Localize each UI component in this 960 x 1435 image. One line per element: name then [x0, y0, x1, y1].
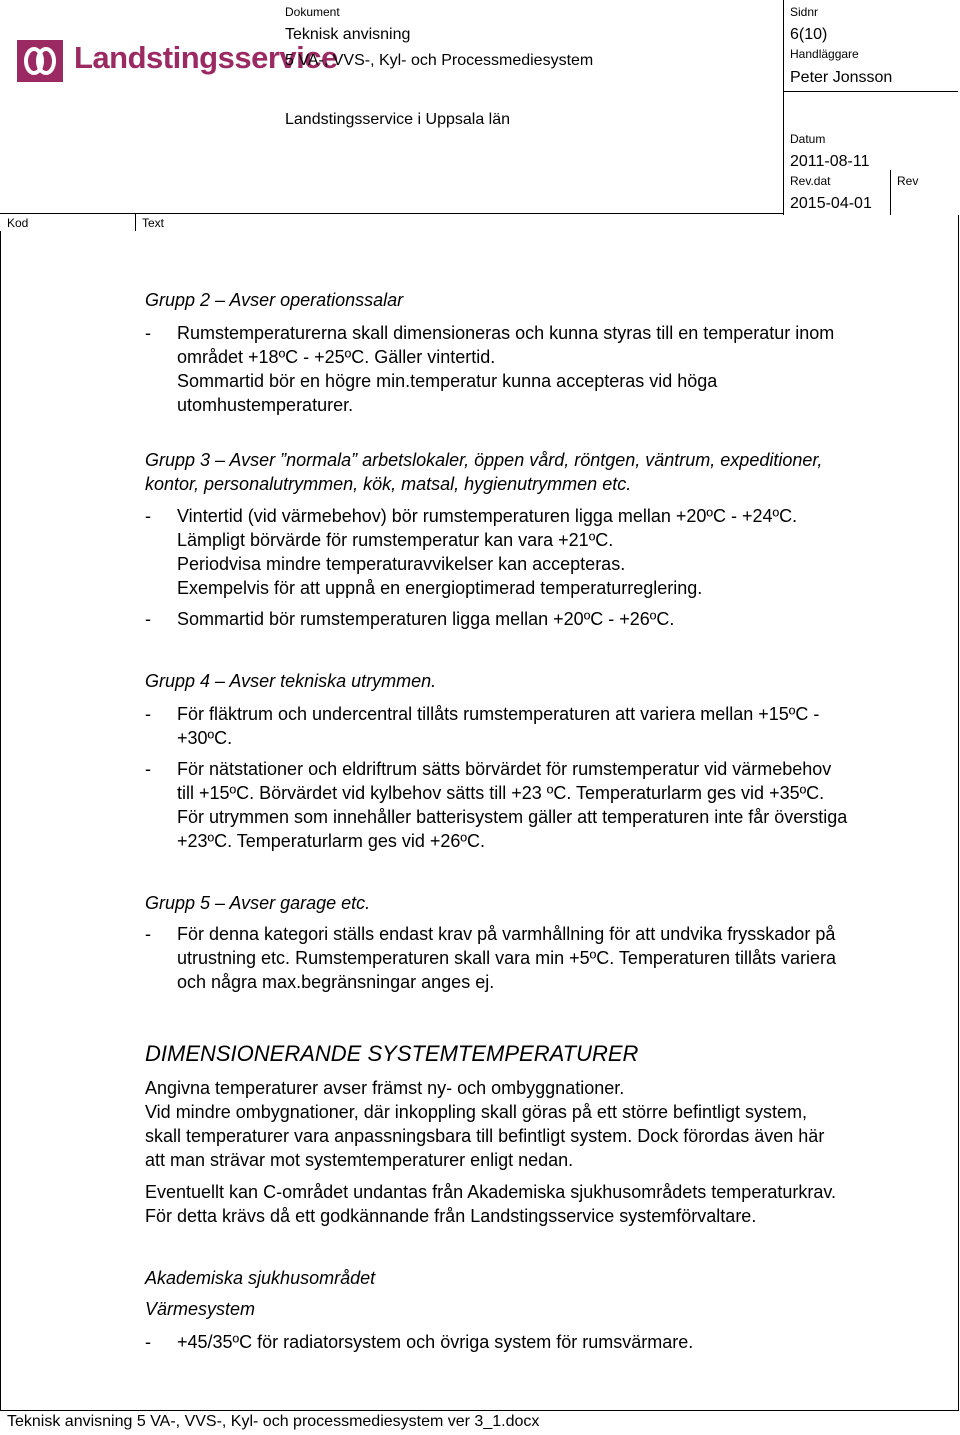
- rev-divider: [890, 170, 891, 215]
- landstingsservice-logo-icon: [16, 36, 66, 86]
- dokument-label: Dokument: [285, 5, 340, 19]
- text-line: För nätstationer och eldriftrum sätts börvärdet för rumstemperatur vid värmebehov: [177, 759, 832, 779]
- rev-label: Rev: [897, 174, 919, 188]
- text-line: Vid mindre ombygnationer, där inkoppling skall göras på ett större befintligt system,: [145, 1102, 808, 1122]
- g2-bullet-1: [177, 321, 834, 417]
- dimensionerande-paragraph-1: [145, 1076, 824, 1172]
- frame-right: [958, 215, 959, 1411]
- dimensionerande-paragraph-2: [145, 1180, 836, 1228]
- text-line: För detta krävs då ett godkännande från Landstingsservice systemförvaltare.: [145, 1206, 757, 1226]
- g2-bullet-dash: -: [145, 323, 151, 343]
- text-line: Vintertid (vid värmebehov) bör rumstemperaturen ligga mellan +20ºC - +24ºC.: [177, 506, 798, 526]
- header-divider-left: [783, 0, 784, 215]
- g4-bullet-1: [177, 702, 819, 750]
- text-line: Angivna temperaturer avser främst ny- och ombyggnationer.: [145, 1078, 625, 1098]
- kod-label: Kod: [7, 216, 29, 230]
- text-line: För denna kategori ställs endast krav på varmhållning för att undvika frysskador på: [177, 924, 836, 944]
- page-number: 6(10): [790, 26, 828, 43]
- doc-subtitle: 5 VA-, VVS-, Kyl- och Processmediesystem: [285, 52, 594, 69]
- grupp3-heading: [145, 448, 822, 496]
- g4-bullet-dash: -: [145, 704, 151, 724]
- text-line: skall temperaturer vara anpassningsbara till befintligt system. Dock förordas även här: [145, 1126, 825, 1146]
- frame-left: [0, 231, 1, 1411]
- g5-bullet-1: [177, 922, 836, 994]
- frame-bottom: [0, 1410, 959, 1411]
- text-line: Sommartid bör en högre min.temperatur kunna accepteras vid höga: [177, 371, 718, 391]
- datum-label: Datum: [790, 132, 826, 146]
- text-line: +23ºC. Temperaturlarm ges vid +26ºC.: [177, 831, 485, 851]
- text-line: utrustning etc. Rumstemperaturen skall vara min +5ºC. Temperaturen tillåts variera: [177, 948, 837, 968]
- doc-title: Teknisk anvisning: [285, 26, 411, 43]
- revdat-label: Rev.dat: [790, 174, 831, 188]
- g4-bullet-dash: -: [145, 759, 151, 779]
- kod-text-rule: [0, 213, 783, 214]
- grupp2-heading: Grupp 2 – Avser operationssalar: [145, 290, 404, 310]
- revdat-value: 2015-04-01: [790, 195, 872, 212]
- akademiska-heading: Akademiska sjukhusområdet: [145, 1268, 376, 1288]
- g5-bullet-dash: -: [145, 924, 151, 944]
- varme-bullet-1: +45/35ºC för radiatorsystem och övriga system för rumsvärmare.: [177, 1332, 694, 1352]
- text-line: området +18ºC - +25ºC. Gäller vintertid.: [177, 347, 496, 367]
- text-line: och några max.begränsningar anges ej.: [177, 972, 495, 992]
- dimensionerande-heading: DIMENSIONERANDE SYSTEMTEMPERATURER: [145, 1041, 639, 1066]
- grupp4-heading: Grupp 4 – Avser tekniska utrymmen.: [145, 671, 437, 691]
- text-line: Exempelvis för att uppnå en energioptimerad temperaturreglering.: [177, 578, 703, 598]
- text-line: Grupp 3 – Avser ”normala” arbetslokaler, öppen vård, röntgen, väntrum, expeditioner,: [145, 450, 823, 470]
- text-label: Text: [142, 216, 165, 230]
- logo-text: Landstingsservice: [74, 40, 338, 75]
- text-line: till +15ºC. Börvärdet vid kylbehov sätts till +23 ºC. Temperaturlarm ges vid +35ºC.: [177, 783, 825, 803]
- text-line: Rumstemperaturerna skall dimensioneras och kunna styras till en temperatur inom: [177, 323, 835, 343]
- text-line: Periodvisa mindre temperaturavvikelser kan accepteras.: [177, 554, 626, 574]
- text-line: För fläktrum och undercentral tillåts rumstemperaturen att variera mellan +15ºC -: [177, 704, 820, 724]
- header-rule-1: [783, 91, 958, 92]
- text-line: utomhustemperaturer.: [177, 395, 354, 415]
- text-line: att man strävar mot systemtemperaturer enligt nedan.: [145, 1150, 574, 1170]
- organization: Landstingsservice i Uppsala län: [285, 111, 511, 128]
- g3-bullet-1: [177, 504, 797, 600]
- logo: [16, 36, 338, 86]
- grupp5-heading: Grupp 5 – Avser garage etc.: [145, 893, 371, 913]
- handlaggare-label: Handläggare: [790, 47, 859, 61]
- text-line: +30ºC.: [177, 728, 233, 748]
- handlaggare-value: Peter Jonsson: [790, 69, 893, 86]
- kod-divider: [135, 213, 136, 231]
- g3-bullet-2: Sommartid bör rumstemperaturen ligga mellan +20ºC - +26ºC.: [177, 609, 675, 629]
- text-line: För utrymmen som innehåller batterisystem gäller att temperaturen inte får överstiga: [177, 807, 848, 827]
- g3-bullet-dash: -: [145, 506, 151, 526]
- varmesystem-heading: Värmesystem: [145, 1299, 256, 1319]
- footer-filename: Teknisk anvisning 5 VA-, VVS-, Kyl- och processmediesystem ver 3_1.docx: [7, 1413, 540, 1430]
- varme-bullet-dash: -: [145, 1332, 151, 1352]
- text-line: Eventuellt kan C-området undantas från Akademiska sjukhusområdets temperaturkrav.: [145, 1182, 837, 1202]
- g3-bullet-dash: -: [145, 609, 151, 629]
- datum-value: 2011-08-11: [790, 153, 870, 170]
- g4-bullet-2: [177, 757, 847, 853]
- sidnr-label: Sidnr: [790, 5, 819, 19]
- text-line: Lämpligt börvärde för rumstemperatur kan vara +21ºC.: [177, 530, 614, 550]
- text-line: kontor, personalutrymmen, kök, matsal, hygienutrymmen etc.: [145, 474, 632, 494]
